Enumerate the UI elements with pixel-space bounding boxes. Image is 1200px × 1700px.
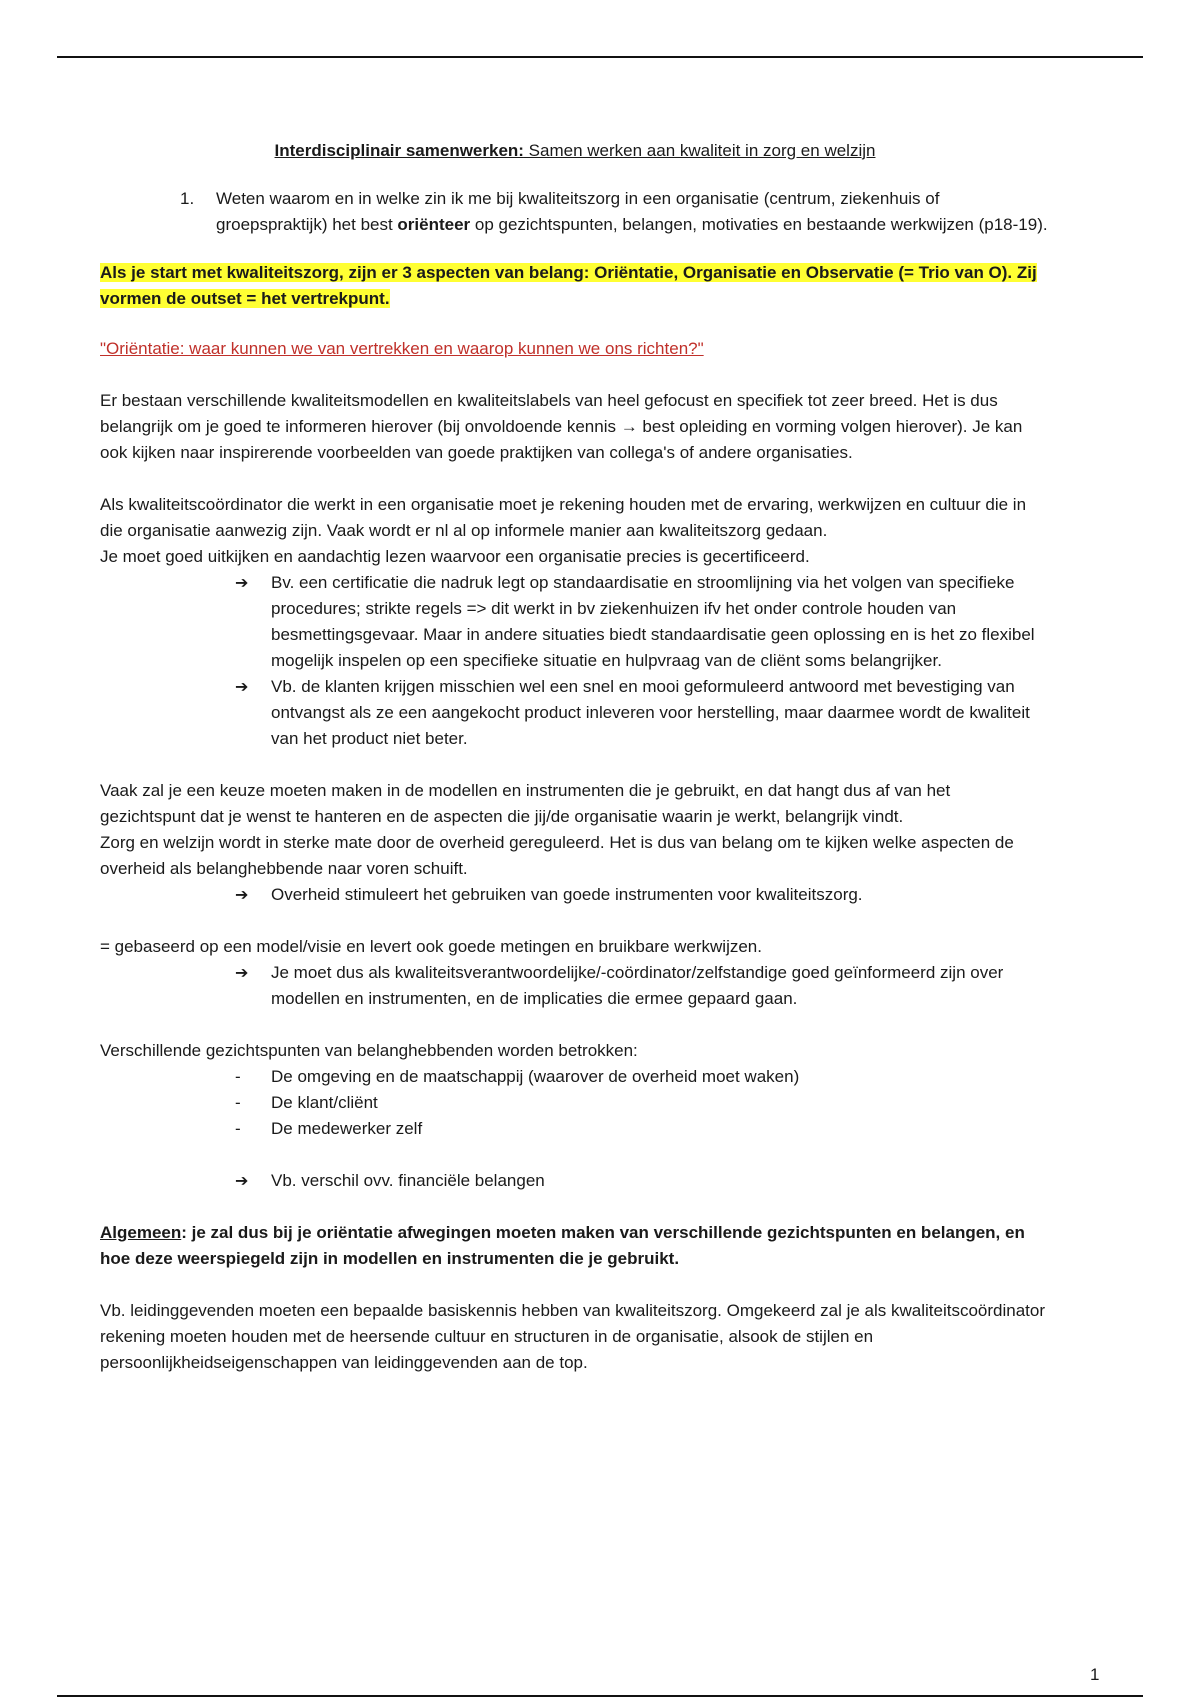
header-rule [57,56,1143,58]
footer-rule [57,1695,1143,1697]
orientation-quote: "Oriëntatie: waar kunnen we van vertrekken en waarop kunnen we ons richten?" [100,339,704,358]
arrow-item-text: Je moet dus als kwaliteitsverantwoordelijke/-coördinator/zelfstandige goed geïnformeerd zijn over modellen en instrumenten, en de implicaties die ermee gepaard gaan. [271,963,1004,1008]
highlighted-text: Als je start met kwaliteitszorg, zijn er 3 aspecten van belang: Oriëntatie, Organisatie en Observatie (= Trio van O). Zij vormen de outset = het vertrekpunt. [100,263,1037,308]
arrow-icon: ➔ [235,677,249,696]
arrow-icon: ➔ [235,963,249,982]
dash-item-text: De omgeving en de maatschappij (waarover de overheid moet waken) [271,1067,800,1086]
arrow-item [235,1168,1050,1194]
arrow-icon: ➔ [235,573,249,592]
general-label: Algemeen [100,1223,182,1242]
arrow-item [235,882,1050,908]
dash-bullet: - [235,1093,241,1112]
arrow-item [235,960,1050,1012]
item-text [216,186,1050,238]
arrow-item [235,570,1050,674]
dash-item [235,1064,1050,1090]
paragraph-certification: Je moet goed uitkijken en aandachtig lezen waarvoor een organisatie precies is gecertificeerd. [100,547,810,566]
page-number: 1 [1090,1665,1100,1684]
item-text-a: Weten waarom en in welke zin ik me bij kwaliteitszorg in een organisatie (centrum, ziekenhuis of groepspraktijk) het best [216,189,940,234]
dash-bullet: - [235,1067,241,1086]
highlighted-paragraph [100,260,1050,312]
paragraph-stakeholders: Verschillende gezichtspunten van belanghebbenden worden betrokken: [100,1041,638,1060]
dash-item-text: De klant/cliënt [271,1093,378,1112]
paragraph-leadership: Vb. leidinggevenden moeten een bepaalde basiskennis hebben van kwaliteitszorg. Omgekeerd zal je als kwaliteitscoördinator rekening moeten houden met de heersende cultuur en structuren in de organisatie, alsook de stijlen en persoonlijkheidseigenschappen van leidinggevenden aan de top. [100,1301,1046,1372]
general-text: : je zal dus bij je oriëntatie afwegingen moeten maken van verschillende gezichtspunten en belangen, en hoe deze weerspiegeld zijn in modellen en instrumenten die je gebruikt. [100,1223,1025,1268]
arrow-item-text: Overheid stimuleert het gebruiken van goede instrumenten voor kwaliteitszorg. [271,885,863,904]
paragraph-government: Zorg en welzijn wordt in sterke mate door de overheid gereguleerd. Het is dus van belang om te kijken welke aspecten de overheid als belanghebbende naar voren schuift. [100,833,1014,878]
page-title [100,138,1050,164]
arrow-icon: ➔ [235,885,249,904]
paragraph-coordinator: Als kwaliteitscoördinator die werkt in een organisatie moet je rekening houden met de ervaring, werkwijzen en cultuur die in die organisatie aanwezig zijn. Vaak wordt er nl al op informele manier aan kwaliteitszorg gedaan. [100,495,1027,540]
paragraph-choice: Vaak zal je een keuze moeten maken in de modellen en instrumenten die je gebruikt, en dat hangt dus af van het gezichtspunt dat je wenst te hanteren en de aspecten die jij/de organisatie waarin je werkt, belangrijk vindt. [100,781,951,826]
item-number: 1. [180,189,195,208]
item-text-b: op gezichtspunten, belangen, motivaties en bestaande werkwijzen (p18-19). [470,215,1048,234]
arrow-item-text: Bv. een certificatie die nadruk legt op standaardisatie en stroomlijning via het volgen van specifieke procedures; strikte regels => dit werkt in bv ziekenhuizen ifv het onder controle houden van besmettingsgevaar. Maar in andere situaties biedt standaardisatie geen oplossing en is het zo flexibel mogelijk inspelen op een specifieke situatie en hulpvraag van de cliënt soms belangrijker. [271,573,1035,670]
dash-item [235,1116,1050,1142]
arrow-icon: ➔ [235,1171,249,1190]
item-text-bold: oriënteer [397,215,471,234]
title-rest: Samen werken aan kwaliteit in zorg en welzijn [523,141,876,160]
paragraph-based-on-model: = gebaseerd op een model/visie en levert ook goede metingen en bruikbare werkwijzen. [100,937,762,956]
arrow-item-text: Vb. verschil ovv. financiële belangen [271,1171,545,1190]
arrow-item-text: Vb. de klanten krijgen misschien wel een snel en mooi geformuleerd antwoord met bevestiging van ontvangst als ze een aangekocht product inleveren voor herstelling, maar daarmee wordt de kwaliteit van het product niet beter. [271,677,1030,748]
dash-item [235,1090,1050,1116]
arrow-item [235,674,1050,752]
document-body [100,138,1050,1376]
paragraph-models: Er bestaan verschillende kwaliteitsmodellen en kwaliteitslabels van heel gefocust en specifiek tot zeer breed. Het is dus belangrijk om je goed te informeren hierover (bij onvoldoende kennis → best opleiding en vorming volgen hierover). Je kan ook kijken naar inspirerende voorbeelden van goede praktijken van collega's of andere organisaties. [100,391,1023,462]
numbered-item-1 [180,186,1050,238]
dash-item-text: De medewerker zelf [271,1119,423,1138]
paragraph-general [100,1220,1050,1272]
dash-bullet: - [235,1119,241,1138]
title-bold: Interdisciplinair samenwerken: [274,141,524,160]
